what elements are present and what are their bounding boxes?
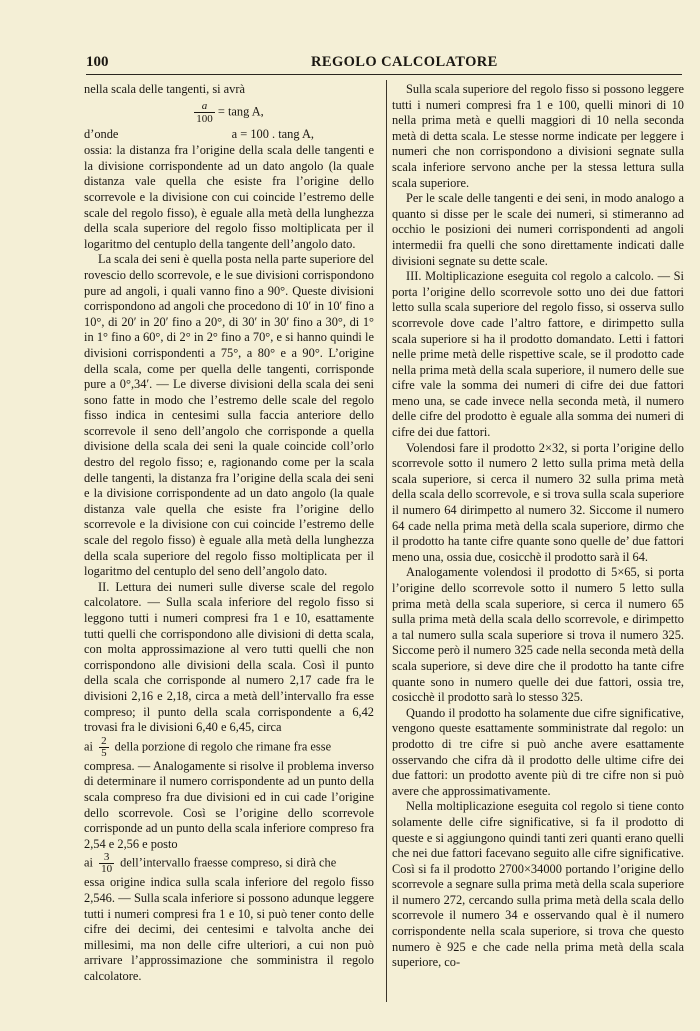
formula-line	[84, 127, 374, 143]
fraction-denominator: 100	[196, 112, 213, 125]
fraction-numerator: 3	[99, 852, 114, 864]
fraction	[99, 736, 109, 759]
formula-label: d’onde	[84, 126, 119, 141]
formula-tangent	[84, 100, 374, 125]
left-column	[84, 82, 374, 984]
fraction	[194, 100, 215, 125]
paragraph: Analogamente volendosi il prodotto di 5×65, si porta l’origine dello scorrevole sotto il numero 5 letto sulla prima metà della scala superiore, si cerca il numero 65 sulla prima metà della scala dello scorrevole, e dirimpetto a tal numero sulla scala superiore si trova il numero 325. Siccome però il numero 325 cade nella seconda metà della scala superiore, si deve dire che il prodotto ha tante cifre quante sono in numero quelle dei due fattori, ossia tre, cosicchè il prodotto sarà lo stesso 325.	[392, 565, 684, 705]
fraction-line	[84, 736, 374, 759]
paragraph: III. Moltiplicazione eseguita col regolo a calcolo. — Si porta l’origine dello scorrevole sotto uno dei due fattori letto sulla scala superiore del regolo fisso, si osserva sullo scorrevole dove cade l’altro fattore, e dirimpetto sulla scala superiore si ha il prodotto domandato. Letti i fattori nelle prime metà delle rispettive scale, se il prodotto cade nella prima metà della scala superiore, il numero delle sue cifre vale la somma dei numeri di cifre dei due fattori meno una, se cade invece nella seconda metà, il numero delle cifre del prodotto è eguale alla somma dei numeri di cifre dei due fattori.	[392, 269, 684, 440]
paragraph: II. Lettura dei numeri sulle diverse scale del regolo calcolatore. — Sulla scala inferiore del regolo fisso si leggono tutti i numeri compresi fra 1 e 10, esattamente tutti quelli che corrispondono alle divisioni di detta scala, con molta approssimazione al vero tutti quelli che non corrispondono alle divisioni della scala. Così il punto della scala che corrisponde al numero 2,17 cade fra le divisioni 2,16 e 2,18, circa a metà dell’intervallo fra esse compreso; il punto della scala corrispondente a 6,42 trovasi fra le divisioni 6,40 e 6,45, circa	[84, 579, 374, 735]
paragraph: Sulla scala superiore del regolo fisso si possono leggere tutti i numeri compresi fra 1 e 100, quelli minori di 10 nella prima metà e quelli maggiori di 10 nella seconda metà di detta scala. Le stesse norme indicate per leggere i numeri che non corrispondono a divisioni segnate sulla scala inferiore servono anche per la stessa lettura sulla scala superiore.	[392, 82, 684, 190]
fraction-denominator: 5	[101, 746, 107, 759]
text-fragment: ai	[84, 739, 93, 754]
formula-expression: a = 100 . tang A,	[231, 126, 314, 141]
paragraph: La scala dei seni è quella posta nella parte superiore del rovescio dello scorrevole, e le sue divisioni corrispondono pure ad angoli, i quali vanno fino a 90°. Queste divisioni corrispondono ad angoli che procedono di 10′ in 10′ fino a 10°, di 20′ in 20′ fino a 20°, di 30′ in 30′ fino a 30°, di 1° in 1° fino a 60°, di 2° in 2° fino a 70°, e si hanno quindi le divisioni corrispondenti a 75°, a 80° e a 90°. L’origine della scala, come per quella delle tangenti, corrisponde pure a 0°,34′. — Le diverse divisioni della scala dei seni sono fatte in modo che l’estremo delle scale del regolo fisso indica in centesimi sulla faccia anteriore dello scorrevole il seno dell’angolo che corrisponde a quella divisione della scala dei seni la quale coincide coll’orlo destro del regolo fisso; e, ragionando come per la scala delle tangenti, la distanza fra l’origine della scala dei seni e la divisione corrispondente ad un dato angolo (la quale distanza vale quella che esiste fra l’origine dello scorrevole e la divisione con cui coincide l’estremo delle scale del regolo fisso) è eguale alla metà della lunghezza della scala superiore del regolo fisso moltiplicata per il logaritmo del centuplo del seno dell’angolo dato.	[84, 252, 374, 579]
page-number: 100	[86, 54, 109, 70]
paragraph: ossia: la distanza fra l’origine della scala delle tangenti e la divisione corrispondente ad un dato angolo (la quale distanza vale quella che esiste fra l’origine dello scorrevole e la divisione con cui coincide l’estremo delle scale del regolo fisso), è eguale alla metà della lunghezza della scala superiore del regolo fisso moltiplicata per il logaritmo del centuplo della tangente dell’angolo dato.	[84, 143, 374, 251]
intro-line: nella scala delle tangenti, si avrà	[84, 82, 246, 96]
right-column	[392, 82, 684, 971]
text-fragment: della porzione di regolo che rimane fra esse	[114, 739, 332, 754]
paragraph: essa origine indica sulla scala inferiore del regolo fisso 2,546. — Sulla scala inferiore si possono adunque leggere tutti i numeri compresi fra 1 e 10, si può tener conto delle cifre dei decimi, dei centesimi e talvolta anche dei millesimi, ma non delle cifre ulteriori, a cui non può arrivare l’approssimazione che somministra il regolo calcolatore.	[84, 875, 374, 983]
fraction	[99, 852, 114, 875]
fraction-numerator: a	[194, 100, 215, 113]
paragraph: Volendosi fare il prodotto 2×32, si porta l’origine dello scorrevole sotto il numero 2 letto sulla prima metà della scala superiore, si cerca il numero 32 sulla prima metà della scala dello scorrevole, e si trova sulla scala superiore il numero 64 dirimpetto al numero 32. Siccome il numero 64 cade nella prima metà della scala superiore, dirmo che il prodotto ha tante cifre quante sono quelle de’ due fattori meno una, ossia due, cosicchè il prodotto sarà il 64.	[392, 440, 684, 564]
page-header	[86, 52, 682, 75]
paragraph: compresa. — Analogamente si risolve il problema inverso di determinare il numero corrispondente ad un punto della scala compreso fra due divisioni ed in cui cade l’origine dello scorrevole. Così se l’origine dello scorrevole corrisponde ad un punto della scala inferiore compreso fra 2,54 e 2,56 e posto	[84, 758, 374, 851]
fraction-numerator: 2	[101, 734, 107, 747]
fraction-line	[84, 852, 374, 875]
text-fragment: dell’intervallo fraesse compreso, si dirà che	[120, 855, 337, 870]
fraction-denominator: 10	[101, 863, 113, 876]
paragraph: Quando il prodotto ha solamente due cifre significative, vengono queste esattamente somministrate dal regolo: un prodotto di tre cifre si può anche avere esattamente osservando che cifra dà il prodotto delle ultime cifre dei due fattori: un prodotto avente più di tre cifre non si può avere che approssimativamente.	[392, 705, 684, 798]
formula-rhs: = tang A,	[217, 103, 264, 118]
text-fragment: ai	[84, 855, 93, 870]
column-divider	[386, 80, 387, 1002]
paragraph: Nella moltiplicazione eseguita col regolo si tiene conto solamente delle cifre significative, si fa il prodotto di queste e si aggiungono quindi tanti zeri quanti erano quelli che nei due fattori facevano seguito alle cifre significative. Così si fa il prodotto 2700×34000 portando l’origine dello scorrevole a segnare sulla prima metà della scala superiore il numero 272, cercando sulla prima metà della scala dello scorrevole il numero 34 e osservando qual è il numero corrispondente nella scala superiore, si trova che questo numero è 925 e che cade nella prima metà della scala superiore, co-	[392, 799, 684, 970]
paragraph: Per le scale delle tangenti e dei seni, in modo analogo a quanto si disse per le scale dei numeri, si stimeranno ad occhio le posizioni dei numeri corrispondenti ad angoli intermedii fra quelli che sono direttamente indicati dalle divisioni segnate su dette scale.	[392, 191, 684, 268]
running-title: REGOLO CALCOLATORE	[311, 54, 498, 70]
